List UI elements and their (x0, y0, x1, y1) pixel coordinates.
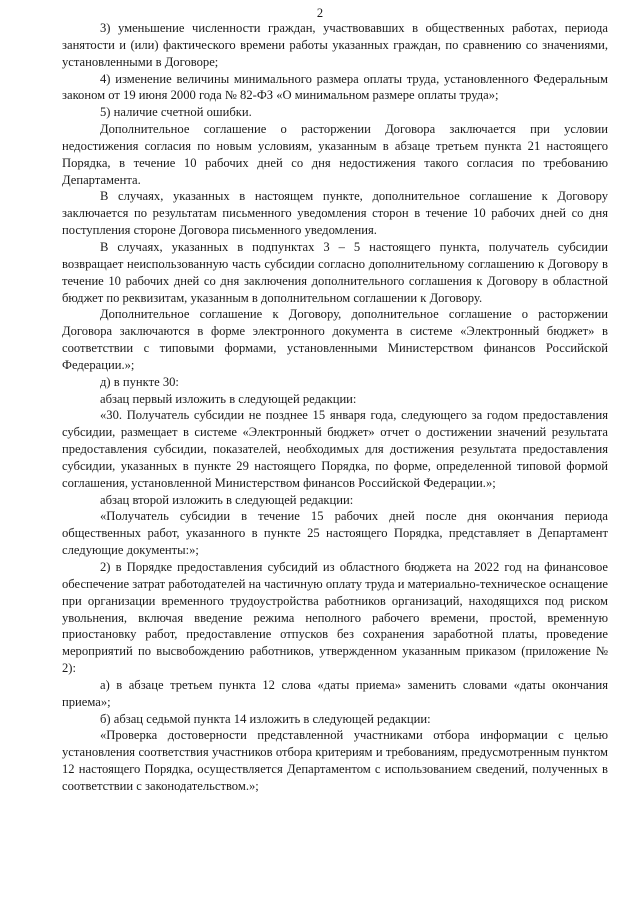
paragraph-point-30-header: д) в пункте 30: (100, 374, 179, 389)
paragraph-electronic-form: Дополнительное соглашение к Договору, дополнительное соглашение о расторжении Договора заключаются в форме электронного документа в системе «Электронный бюджет» в соответствии с типовыми формами, установленными Министерством финансов Российской Федерации.»; (62, 307, 608, 372)
paragraph-notification: В случаях, указанных в настоящем пункте, дополнительное соглашение к Договору заключается по результатам письменного уведомления сторон в течение 10 рабочих дней со дня поступления стороне Договора письменного уведомления. (62, 189, 608, 238)
paragraph-item-4: 4) изменение величины минимального размера оплаты труда, установленного Федеральным законом от 19 июня 2000 года № 82-ФЗ «О минимальном размере оплаты труда»; (62, 71, 608, 103)
paragraph-second-abzac-header: абзац второй изложить в следующей редакции: (100, 492, 354, 507)
paragraph-item-a: а) в абзаце третьем пункта 12 слова «даты приема» заменить словами «даты окончания приема»; (62, 677, 608, 709)
paragraph-documents: «Получатель субсидии в течение 15 рабочих дней после дня окончания периода общественных работ, указанного в пункте 25 настоящего Порядка, представляет в Департамент следующие документы:»; (62, 509, 608, 558)
paragraph-item-3: 3) уменьшение численности граждан, участвовавших в общественных работах, периода занятости и (или) фактического времени работы указанных граждан, по сравнению со значениями, установленными в Договоре; (62, 21, 608, 69)
page-number: 2 (316, 6, 324, 20)
document-body (62, 20, 608, 795)
paragraph-procedure-2: 2) в Порядке предоставления субсидий из областного бюджета на 2022 год на финансовое обеспечение затрат работодателей на частичную оплату труда и материально-техническое оснащение при организации временного трудоустройства работников организаций, находящихся под риском увольнения, включая введение режима неполного рабочего времени, простой, временную приостановку работ, предоставление отпусков без сохранения заработной платы, проведение мероприятий по высвобождению работников, утвержденном указанным приказом (приложение № 2): (62, 560, 608, 676)
paragraph-verification: «Проверка достоверности представленной участниками отбора информации с целью установления соответствия участников отбора критериям и требованиям, предусмотренным пунктом 12 настоящего Порядка, осуществляется Департаментом с использованием сведений, полученных в соответствии с законодательством.»; (62, 728, 608, 793)
paragraph-item-b: б) абзац седьмой пункта 14 изложить в следующей редакции: (100, 711, 431, 726)
paragraph-termination-agreement: Дополнительное соглашение о расторжении Договора заключается при условии недостижения согласия по новым условиям, указанным в абзаце третьем пункта 21 настоящего Порядка, в течение 10 рабочих дней со дня недостижения такого согласия по требованию Департамента. (62, 122, 608, 187)
paragraph-first-abzac-header: абзац первый изложить в следующей редакции: (100, 391, 357, 406)
paragraph-item-5: 5) наличие счетной ошибки. (100, 105, 252, 120)
paragraph-point-30-text: «30. Получатель субсидии не позднее 15 января года, следующего за годом предоставления субсидии, размещает в системе «Электронный бюджет» отчет о достижении значений результата предоставления субсидии, показателей, необходимых для достижения результата предоставления субсидии, указанных в пункте 29 настоящего Порядка, по форме, определенной типовой формой соглашения, установленной Министерством финансов Российской Федерации.»; (62, 408, 608, 490)
paragraph-subsidy-return: В случаях, указанных в подпунктах 3 – 5 настоящего пункта, получатель субсидии возвращает неиспользованную часть субсидии согласно дополнительному соглашению к Договору в течение 10 рабочих дней со дня заключения дополнительного соглашения к Договору в областной бюджет по реквизитам, указанным в дополнительном соглашении к Договору. (62, 239, 608, 305)
